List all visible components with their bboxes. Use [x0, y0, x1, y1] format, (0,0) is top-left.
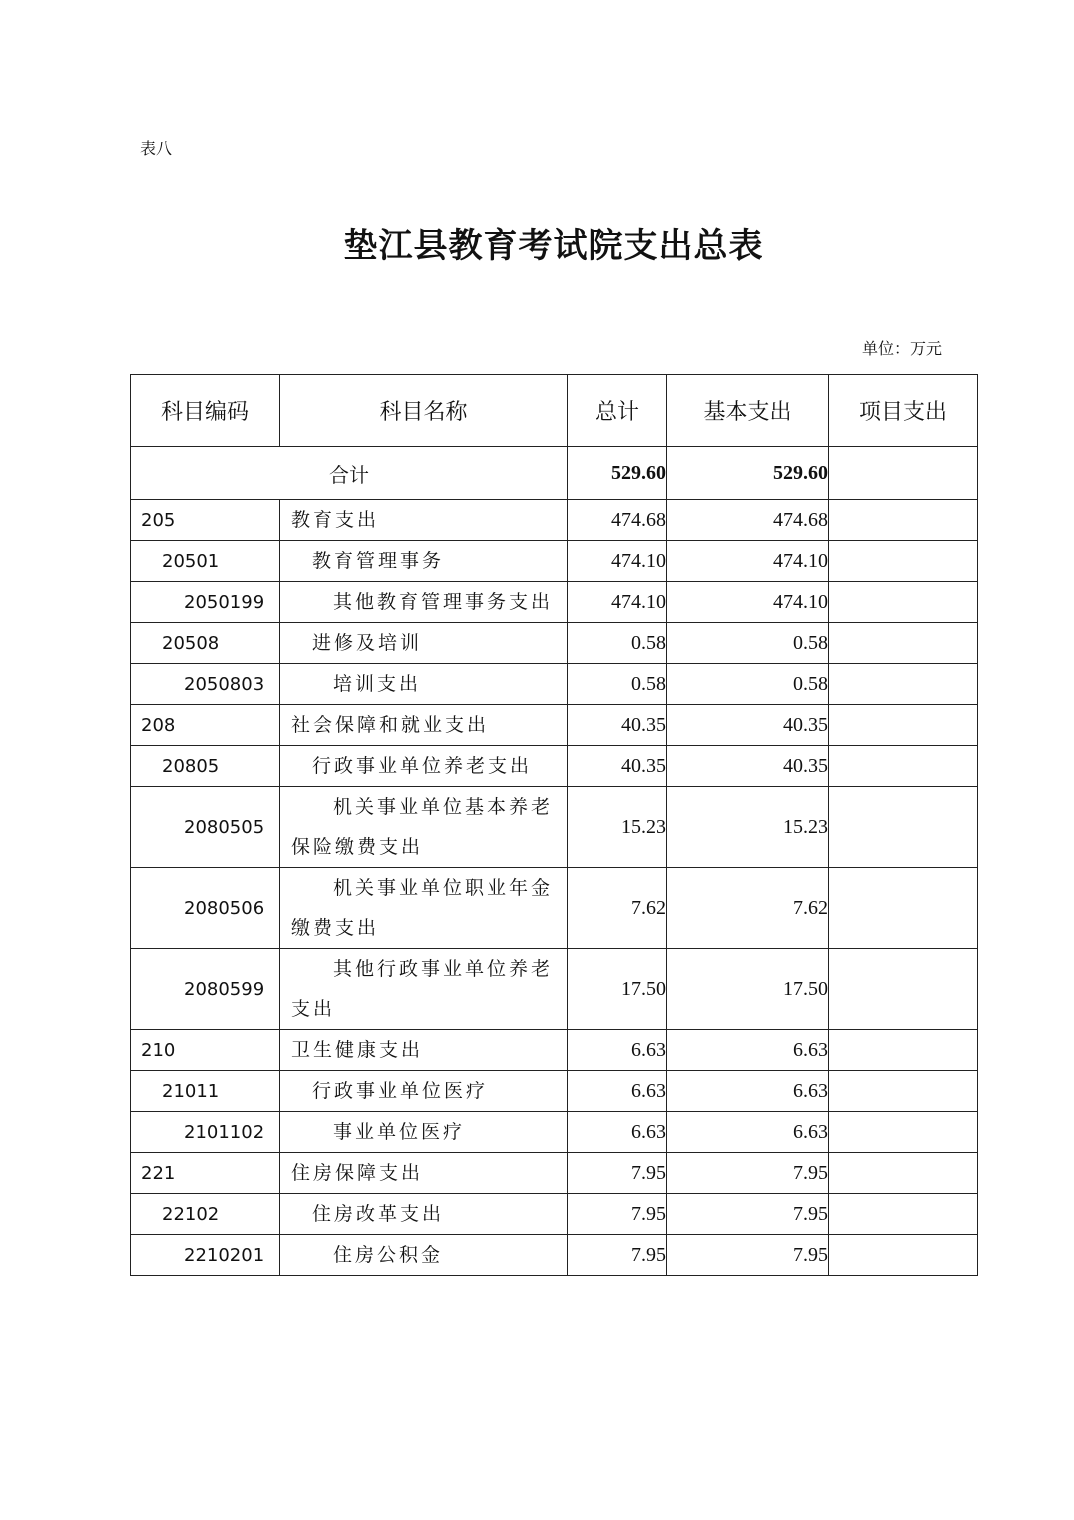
subject-code: 2080506 [131, 868, 280, 949]
table-row [131, 868, 978, 949]
total-amount: 40.35 [568, 705, 667, 746]
total-amount: 7.95 [568, 1235, 667, 1276]
summary-label: 合计 [131, 447, 568, 500]
subject-name: 卫生健康支出 [280, 1030, 568, 1071]
table-row [131, 1153, 978, 1194]
project-amount [829, 746, 978, 787]
subject-code: 20805 [131, 746, 280, 787]
total-amount: 6.63 [568, 1030, 667, 1071]
total-amount: 7.95 [568, 1194, 667, 1235]
summary-project [829, 447, 978, 500]
basic-amount: 7.95 [667, 1235, 829, 1276]
project-amount [829, 705, 978, 746]
total-amount: 474.68 [568, 500, 667, 541]
subject-code: 20501 [131, 541, 280, 582]
subject-name: 行政事业单位养老支出 [280, 746, 568, 787]
basic-amount: 40.35 [667, 705, 829, 746]
subject-name: 住房公积金 [280, 1235, 568, 1276]
subject-name-line1: 机关事业单位基本养老 [333, 796, 554, 818]
subject-code: 205 [131, 500, 280, 541]
total-amount: 0.58 [568, 664, 667, 705]
subject-name-line1: 机关事业单位职业年金 [333, 877, 554, 899]
header-basic: 基本支出 [667, 375, 829, 447]
subject-name: 进修及培训 [280, 623, 568, 664]
total-amount: 474.10 [568, 582, 667, 623]
subject-name: 社会保障和就业支出 [280, 705, 568, 746]
table-row [131, 949, 978, 1030]
basic-amount: 15.23 [667, 787, 829, 868]
header-code: 科目编码 [131, 375, 280, 447]
total-amount: 474.10 [568, 541, 667, 582]
total-amount: 6.63 [568, 1071, 667, 1112]
subject-code: 2050199 [131, 582, 280, 623]
subject-name: 事业单位医疗 [280, 1112, 568, 1153]
table-row [131, 541, 978, 582]
table-row [131, 746, 978, 787]
basic-amount: 474.10 [667, 582, 829, 623]
total-amount: 7.62 [568, 868, 667, 949]
expenditure-table [130, 374, 978, 1276]
table-row [131, 623, 978, 664]
basic-amount: 40.35 [667, 746, 829, 787]
project-amount [829, 1030, 978, 1071]
project-amount [829, 787, 978, 868]
project-amount [829, 949, 978, 1030]
project-amount [829, 868, 978, 949]
table-row [131, 705, 978, 746]
basic-amount: 474.10 [667, 541, 829, 582]
header-total: 总计 [568, 375, 667, 447]
subject-name: 培训支出 [280, 664, 568, 705]
basic-amount: 7.95 [667, 1153, 829, 1194]
subject-name: 其他教育管理事务支出 [280, 582, 568, 623]
header-project: 项目支出 [829, 375, 978, 447]
subject-name: 教育支出 [280, 500, 568, 541]
table-row [131, 1071, 978, 1112]
table-row [131, 1112, 978, 1153]
basic-amount: 7.62 [667, 868, 829, 949]
subject-name: 行政事业单位医疗 [280, 1071, 568, 1112]
header-name: 科目名称 [280, 375, 568, 447]
basic-amount: 17.50 [667, 949, 829, 1030]
subject-code: 2050803 [131, 664, 280, 705]
subject-code: 208 [131, 705, 280, 746]
table-id: 表八 [140, 139, 173, 158]
total-amount: 40.35 [568, 746, 667, 787]
table-row [131, 582, 978, 623]
subject-name: 教育管理事务 [280, 541, 568, 582]
project-amount [829, 1112, 978, 1153]
subject-name-line2: 缴费支出 [291, 917, 380, 939]
subject-code: 221 [131, 1153, 280, 1194]
basic-amount: 474.68 [667, 500, 829, 541]
subject-name-line1: 其他行政事业单位养老 [333, 958, 554, 980]
subject-code: 2080599 [131, 949, 280, 1030]
table-row [131, 787, 978, 868]
project-amount [829, 1071, 978, 1112]
subject-code: 210 [131, 1030, 280, 1071]
table-row [131, 1194, 978, 1235]
subject-name [280, 868, 568, 949]
project-amount [829, 1235, 978, 1276]
subject-name: 住房改革支出 [280, 1194, 568, 1235]
subject-code: 2101102 [131, 1112, 280, 1153]
project-amount [829, 1153, 978, 1194]
project-amount [829, 541, 978, 582]
table-row [131, 664, 978, 705]
basic-amount: 6.63 [667, 1030, 829, 1071]
project-amount [829, 500, 978, 541]
basic-amount: 6.63 [667, 1112, 829, 1153]
project-amount [829, 664, 978, 705]
project-amount [829, 623, 978, 664]
table-row [131, 500, 978, 541]
basic-amount: 7.95 [667, 1194, 829, 1235]
table-header-row [131, 375, 978, 447]
total-amount: 15.23 [568, 787, 667, 868]
total-amount: 6.63 [568, 1112, 667, 1153]
basic-amount: 0.58 [667, 623, 829, 664]
total-amount: 7.95 [568, 1153, 667, 1194]
subject-code: 2080505 [131, 787, 280, 868]
subject-name: 住房保障支出 [280, 1153, 568, 1194]
subject-name [280, 787, 568, 868]
unit-label: 单位：万元 [862, 339, 943, 358]
subject-code: 2210201 [131, 1235, 280, 1276]
table-row [131, 1030, 978, 1071]
subject-code: 20508 [131, 623, 280, 664]
subject-code: 22102 [131, 1194, 280, 1235]
total-amount: 17.50 [568, 949, 667, 1030]
summary-total: 529.60 [568, 447, 667, 500]
total-amount: 0.58 [568, 623, 667, 664]
project-amount [829, 582, 978, 623]
basic-amount: 0.58 [667, 664, 829, 705]
summary-basic: 529.60 [667, 447, 829, 500]
subject-name-line2: 保险缴费支出 [291, 836, 424, 858]
subject-name-line2: 支出 [291, 998, 336, 1020]
table-row [131, 1235, 978, 1276]
subject-code: 21011 [131, 1071, 280, 1112]
page-title: 垫江县教育考试院支出总表 [343, 226, 764, 266]
basic-amount: 6.63 [667, 1071, 829, 1112]
project-amount [829, 1194, 978, 1235]
subject-name [280, 949, 568, 1030]
summary-row [131, 447, 978, 500]
